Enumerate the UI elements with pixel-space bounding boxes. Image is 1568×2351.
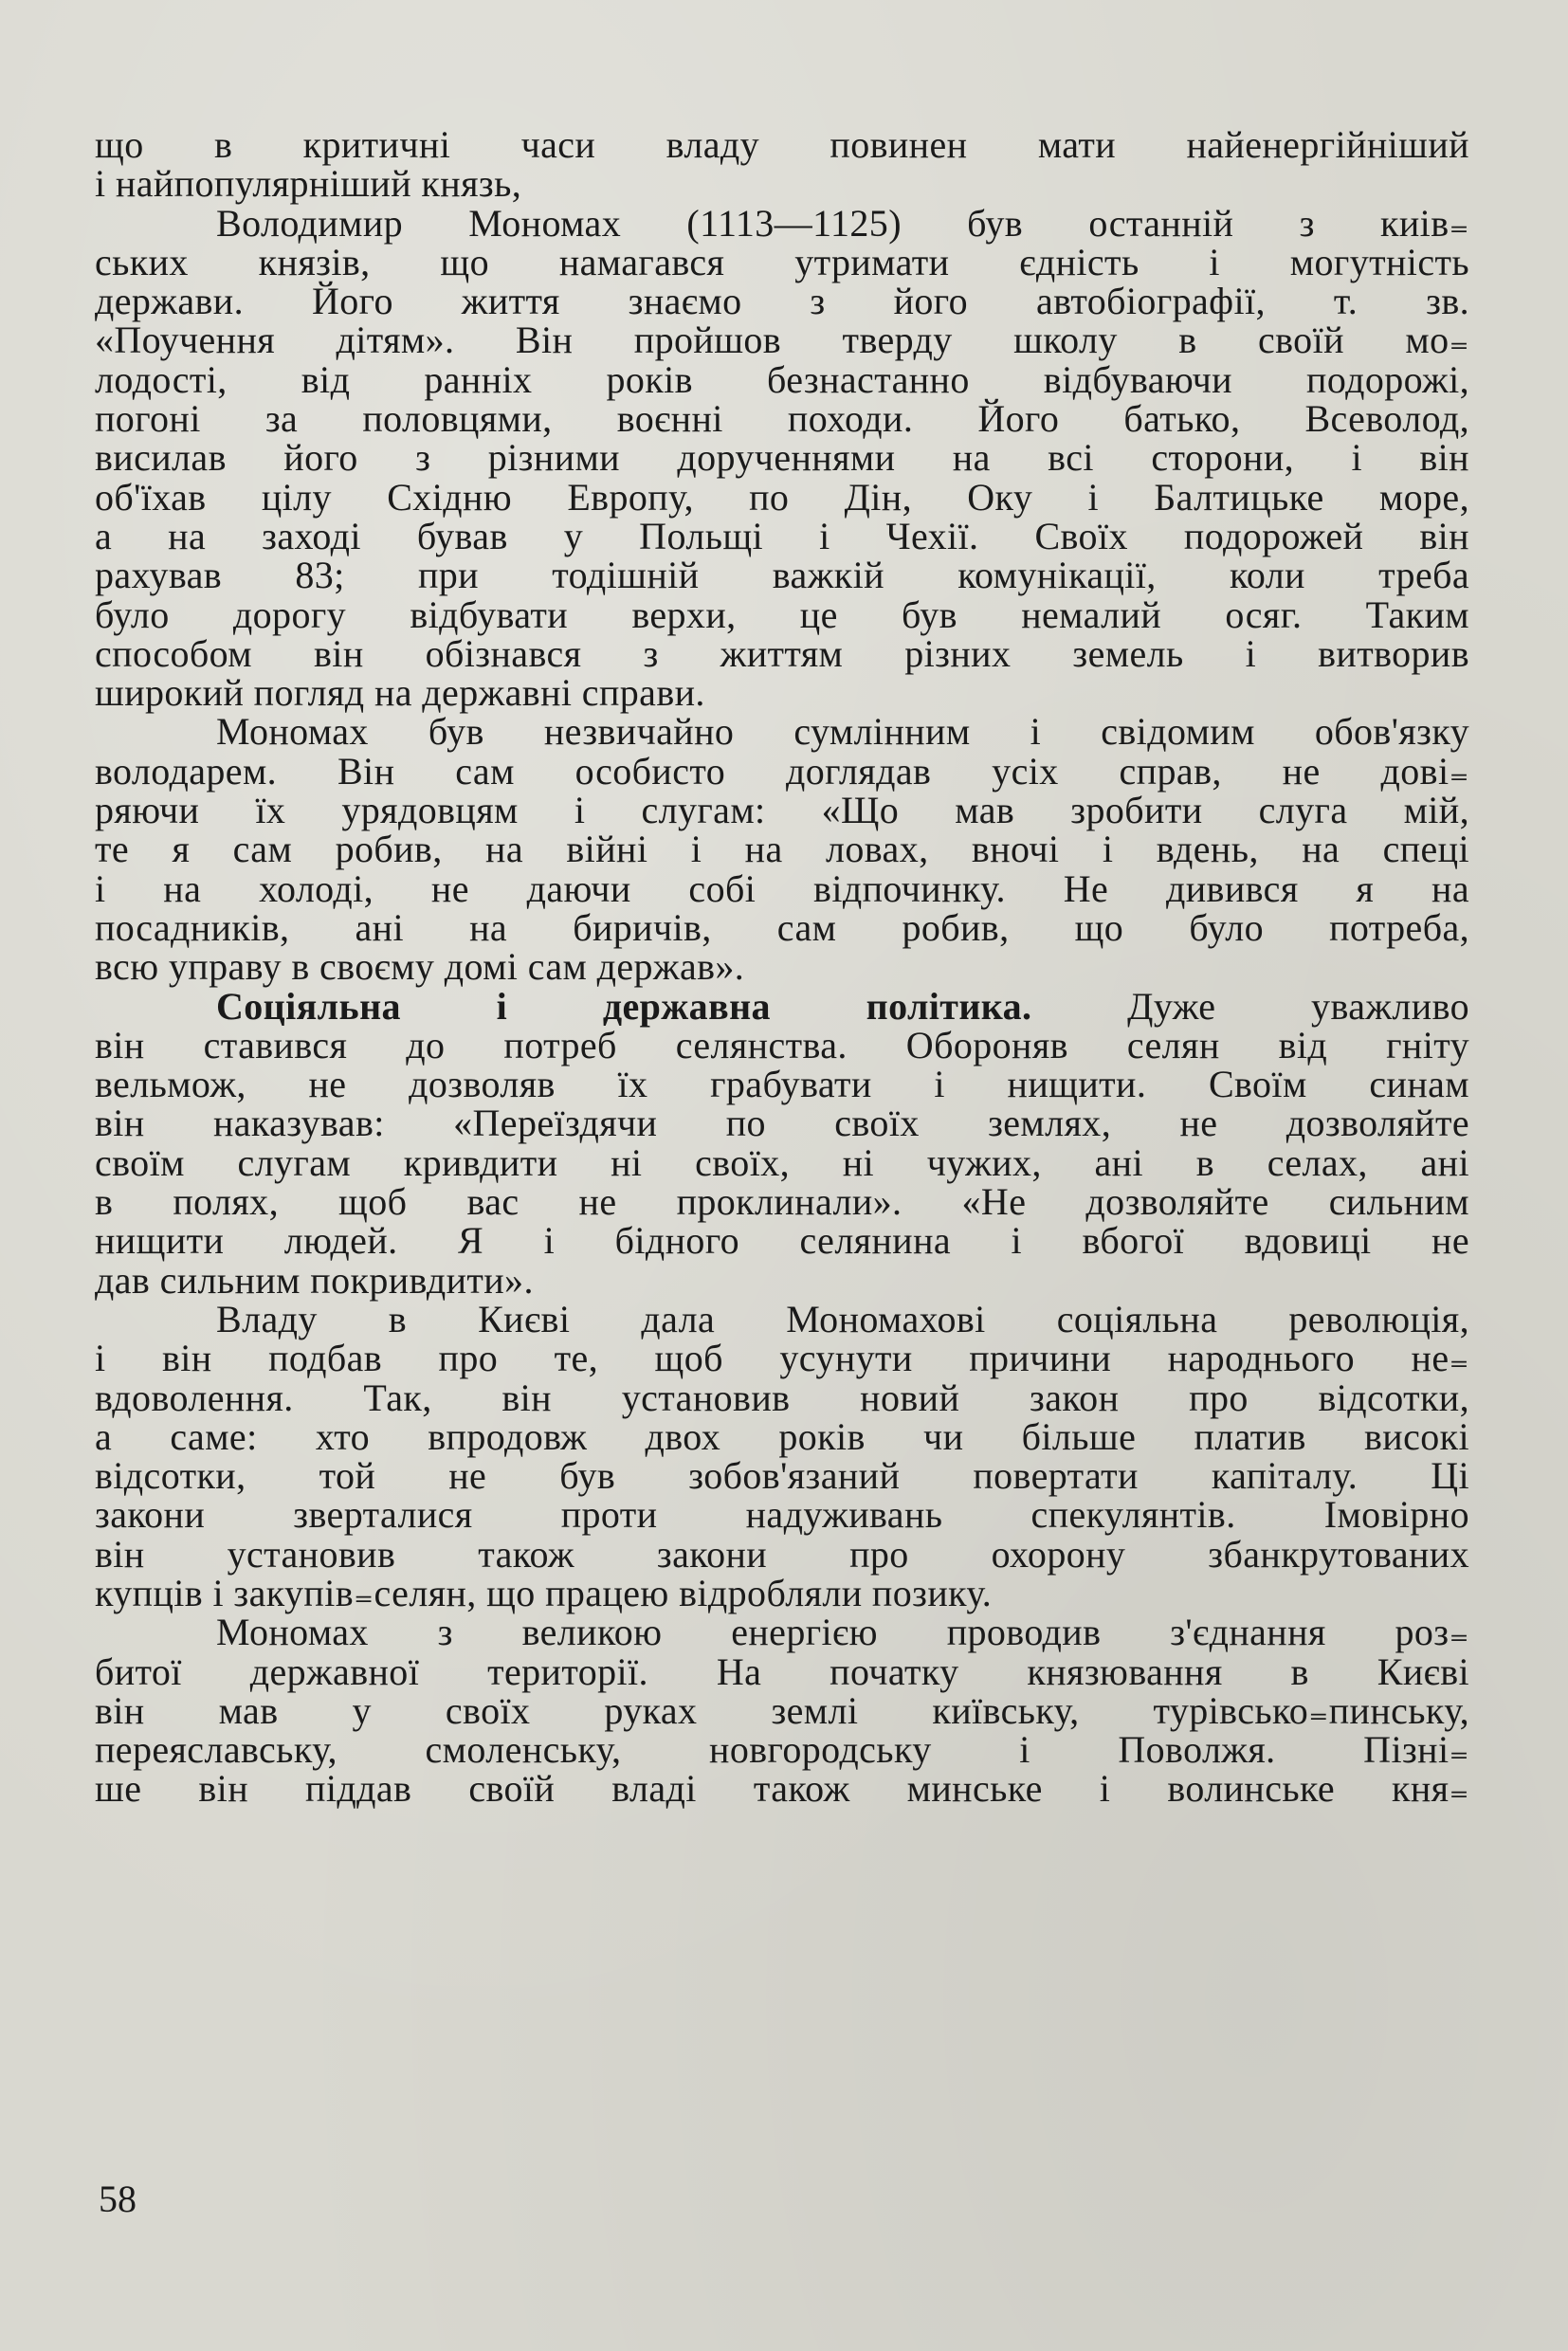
text-line: посадників, ані на биричів, сам робив, що було потреба, bbox=[95, 905, 1469, 949]
text-line: нищити людей. Я і бідного селянина і вбогої вдовиці не bbox=[95, 1219, 1469, 1263]
text-line: Мономах був незвичайно сумлінним і свідомим обов'язку bbox=[216, 710, 1469, 754]
text-line: висилав його з різними дорученнями на всі сторони, і він bbox=[95, 436, 1469, 480]
text-line: і на холоді, не даючи собі відпочинку. Не дивився я на bbox=[95, 866, 1469, 910]
text-line: погоні за половцями, воєнні походи. Його батько, Всеволод, bbox=[95, 397, 1469, 441]
text-line: Володимир Мономах (1113—1125) був останній з киів₌ bbox=[216, 201, 1469, 245]
text-line: своїм слугам кривдити ні своїх, ні чужих, ані в селах, ані bbox=[95, 1140, 1469, 1184]
text-line: ряючи їх урядовцям і слугам: «Що мав зробити слуга мій, bbox=[95, 789, 1469, 832]
text-line: і найпопулярніший князь, bbox=[95, 162, 522, 206]
text-line: «Поучення дітям». Він пройшов тверду школу в своїй мо₌ bbox=[95, 319, 1469, 362]
text-line: держави. Його життя знаємо з його автобіографії, т. зв. bbox=[95, 280, 1469, 323]
text-line: Мономах з великою енергією проводив з'єднання роз₌ bbox=[216, 1611, 1469, 1654]
text-line: він установив також закони про охорону збанкрутованих bbox=[95, 1532, 1469, 1576]
text-line: переяславську, смоленську, новгородську і Поволжя. Пізні₌ bbox=[95, 1728, 1469, 1772]
text-line: Владу в Києві дала Мономахові соціяльна революція, bbox=[216, 1297, 1469, 1340]
text-line: він наказував: «Переїздячи по своїх землях, не дозволяйте bbox=[95, 1102, 1469, 1145]
text-line: і він подбав про те, щоб усунути причини народнього не₌ bbox=[95, 1337, 1469, 1380]
text-line: що в критичні часи владу повинен мати найенергійніший bbox=[95, 123, 1469, 166]
text-line: вдоволення. Так, він установив новий закон про відсотки, bbox=[95, 1376, 1469, 1419]
text-line: відсотки, той не був зобов'язаний повертати капіталу. Ці bbox=[95, 1454, 1469, 1498]
text-line: дав сильним покривдити». bbox=[95, 1258, 534, 1302]
text-line: вельмож, не дозволяв їх грабувати і нищити. Своїм синам bbox=[95, 1063, 1469, 1106]
text-line: ських князів, що намагався утримати єдність і могутність bbox=[95, 240, 1469, 283]
text-line: в полях, щоб вас не проклинали». «Не дозволяйте сильним bbox=[95, 1180, 1469, 1224]
section-heading: Соціяльна і державна політика. bbox=[216, 984, 1032, 1028]
text-line: лодості, від ранніх років безнастанно відбуваючи подорожі, bbox=[95, 357, 1469, 401]
text-line bbox=[95, 984, 1469, 1028]
text-line: рахував 83; при тодішній важкій комунікації, коли треба bbox=[95, 554, 1469, 597]
text-line: всю управу в своєму домі сам держав». bbox=[95, 945, 745, 989]
text-line: володарем. Він сам особисто доглядав усіх справ, не дові₌ bbox=[95, 749, 1469, 793]
text-line: ше він піддав своїй владі також минське і волинське кня₌ bbox=[95, 1767, 1469, 1811]
body-text bbox=[95, 125, 1469, 1809]
text-line: а на заході бував у Польщі і Чехії. Своїх подорожей він bbox=[95, 514, 1469, 557]
text-line: купців і закупів₌селян, що працею відробляли позику. bbox=[95, 1571, 993, 1614]
text-line: закони зверталися проти надуживань спекулянтів. Імовірно bbox=[95, 1493, 1469, 1537]
text-line: об'їхав цілу Східню Европу, по Дін, Оку і Балтицьке море, bbox=[95, 475, 1469, 519]
text-line: він мав у своїх руках землі київську, турівсько₌пинську, bbox=[95, 1688, 1469, 1732]
text-line: було дорогу відбувати верхи, це був немалий осяг. Таким bbox=[95, 592, 1469, 636]
text-line: те я сам робив, на війні і на ловах, вночі і вдень, на спеці bbox=[95, 828, 1469, 871]
text-line: широкий погляд на державні справи. bbox=[95, 671, 705, 715]
text-run: Дуже уважливо bbox=[1127, 984, 1469, 1028]
text-line: способом він обізнався з життям різних земель і витворив bbox=[95, 631, 1469, 675]
text-line: а саме: хто впродовж двох років чи більше платив високі bbox=[95, 1414, 1469, 1458]
text-line: він ставився до потреб селянства. Обороняв селян від гніту bbox=[95, 1023, 1469, 1066]
text-line: битої державної території. На початку князювання в Києві bbox=[95, 1649, 1469, 1693]
page-number: 58 bbox=[99, 2178, 137, 2220]
